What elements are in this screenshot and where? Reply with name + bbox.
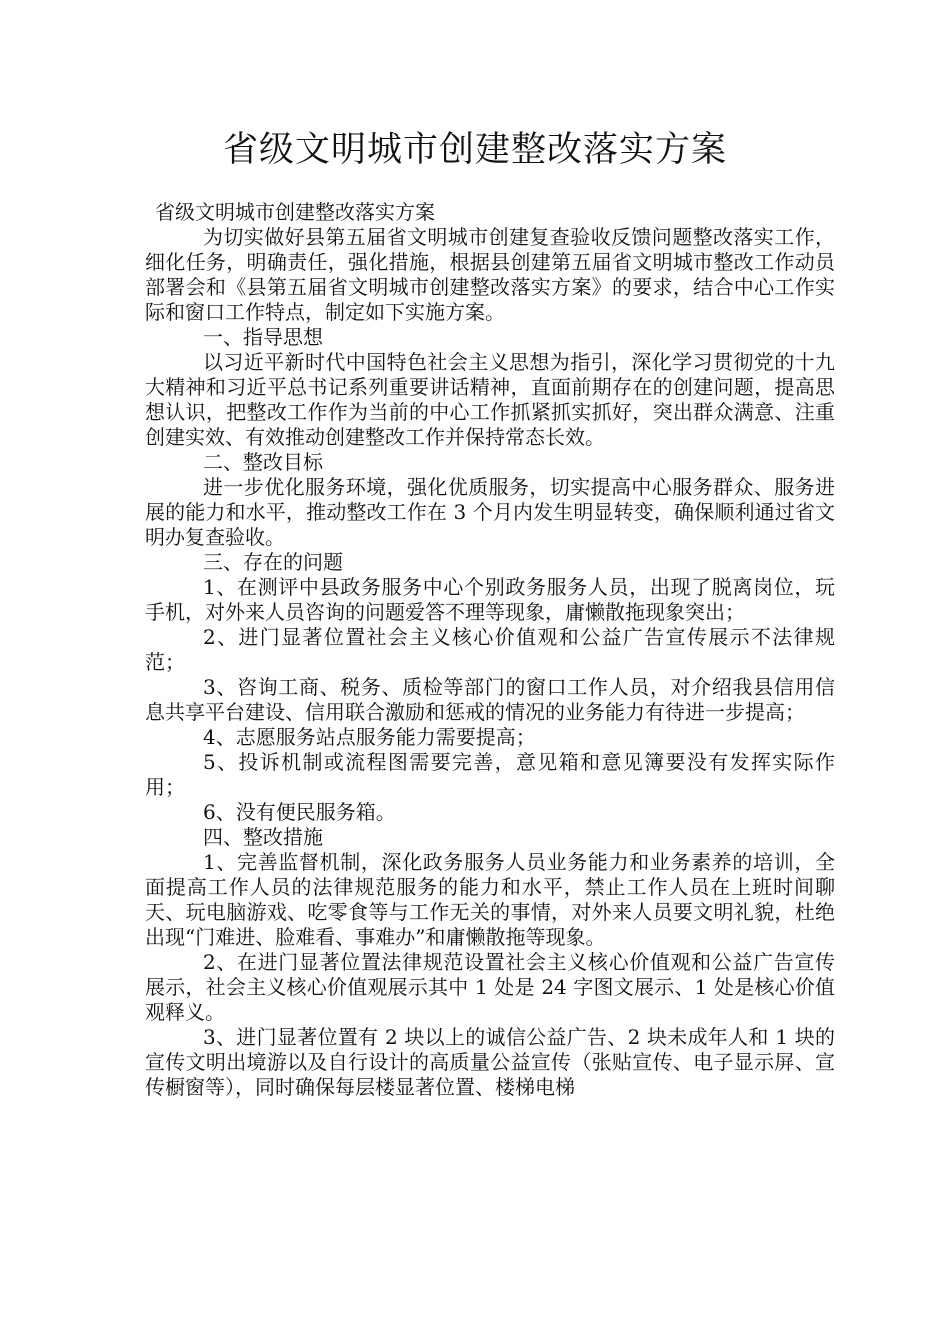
- paragraph-guiding-ideology: 以习近平新时代中国特色社会主义思想为指引，深化学习贯彻党的十九大精神和习近平总书记系列重要讲话精神，直面前期存在的创建问题，提高思想认识，把整改工作作为当前的中心工作抓紧抓实抓好，突出群众满意、注重创建实效、有效推动创建整改工作并保持常态长效。: [145, 350, 835, 449]
- problem-item-6: 6、没有便民服务箱。: [203, 800, 396, 824]
- problem-item-4: 4、志愿服务站点服务能力需要提高；: [203, 725, 536, 749]
- measure-item-3: 3、进门显著位置有 2 块以上的诚信公益广告、2 块未成年人和 1 块的宣传文明出境游以及自行设计的高质量公益宣传（张贴宣传、电子显示屏、宣传橱窗等），同时确保每层楼显著位置、楼梯电梯: [145, 1025, 835, 1099]
- section-heading-measures: 四、整改措施: [203, 825, 323, 849]
- measure-item-1: 1、完善监督机制，深化政务服务人员业务能力和业务素养的培训，全面提高工作人员的法律规范服务的能力和水平，禁止工作人员在上班时间聊天、玩电脑游戏、吃零食等与工作无关的事情，对外来人员要文明礼貌，杜绝出现“门难进、脸难看、事难办”和庸懒散拖等现象。: [145, 850, 835, 949]
- problem-item-2: 2、进门显著位置社会主义核心价值观和公益广告宣传展示不法律规范；: [145, 625, 835, 674]
- intro-paragraph: 为切实做好县第五届省文明城市创建复查验收反馈问题整改落实工作，细化任务，明确责任，强化措施，根据县创建第五届省文明城市整改工作动员部署会和《县第五届省文明城市创建整改落实方案》的要求，结合中心工作实际和窗口工作特点，制定如下实施方案。: [145, 225, 835, 324]
- section-heading-problems: 三、存在的问题: [203, 550, 343, 574]
- section-heading-guiding-ideology: 一、指导思想: [203, 325, 323, 349]
- paragraph-goals: 进一步优化服务环境，强化优质服务，切实提高中心服务群众、服务进展的能力和水平，推动整改工作在 3 个月内发生明显转变，确保顺利通过省文明办复查验收。: [145, 475, 835, 549]
- document-subtitle: 省级文明城市创建整改落实方案: [155, 200, 435, 224]
- document-title: 省级文明城市创建整改落实方案: [222, 130, 727, 170]
- document-body: [145, 200, 835, 1100]
- problem-item-5: 5、投诉机制或流程图需要完善，意见箱和意见簿要没有发挥实际作用；: [145, 750, 835, 799]
- problem-item-1: 1、在测评中县政务服务中心个别政务服务人员，出现了脱离岗位，玩手机，对外来人员咨询的问题爱答不理等现象，庸懒散拖现象突出；: [145, 575, 835, 624]
- problem-item-3: 3、咨询工商、税务、质检等部门的窗口工作人员，对介绍我县信用信息共享平台建设、信用联合激励和惩戒的情况的业务能力有待进一步提高；: [145, 675, 835, 724]
- measure-item-2: 2、在进门显著位置法律规范设置社会主义核心价值观和公益广告宣传展示，社会主义核心价值观展示其中 1 处是 24 字图文展示、1 处是核心价值观释义。: [145, 950, 835, 1024]
- section-heading-goals: 二、整改目标: [203, 450, 323, 474]
